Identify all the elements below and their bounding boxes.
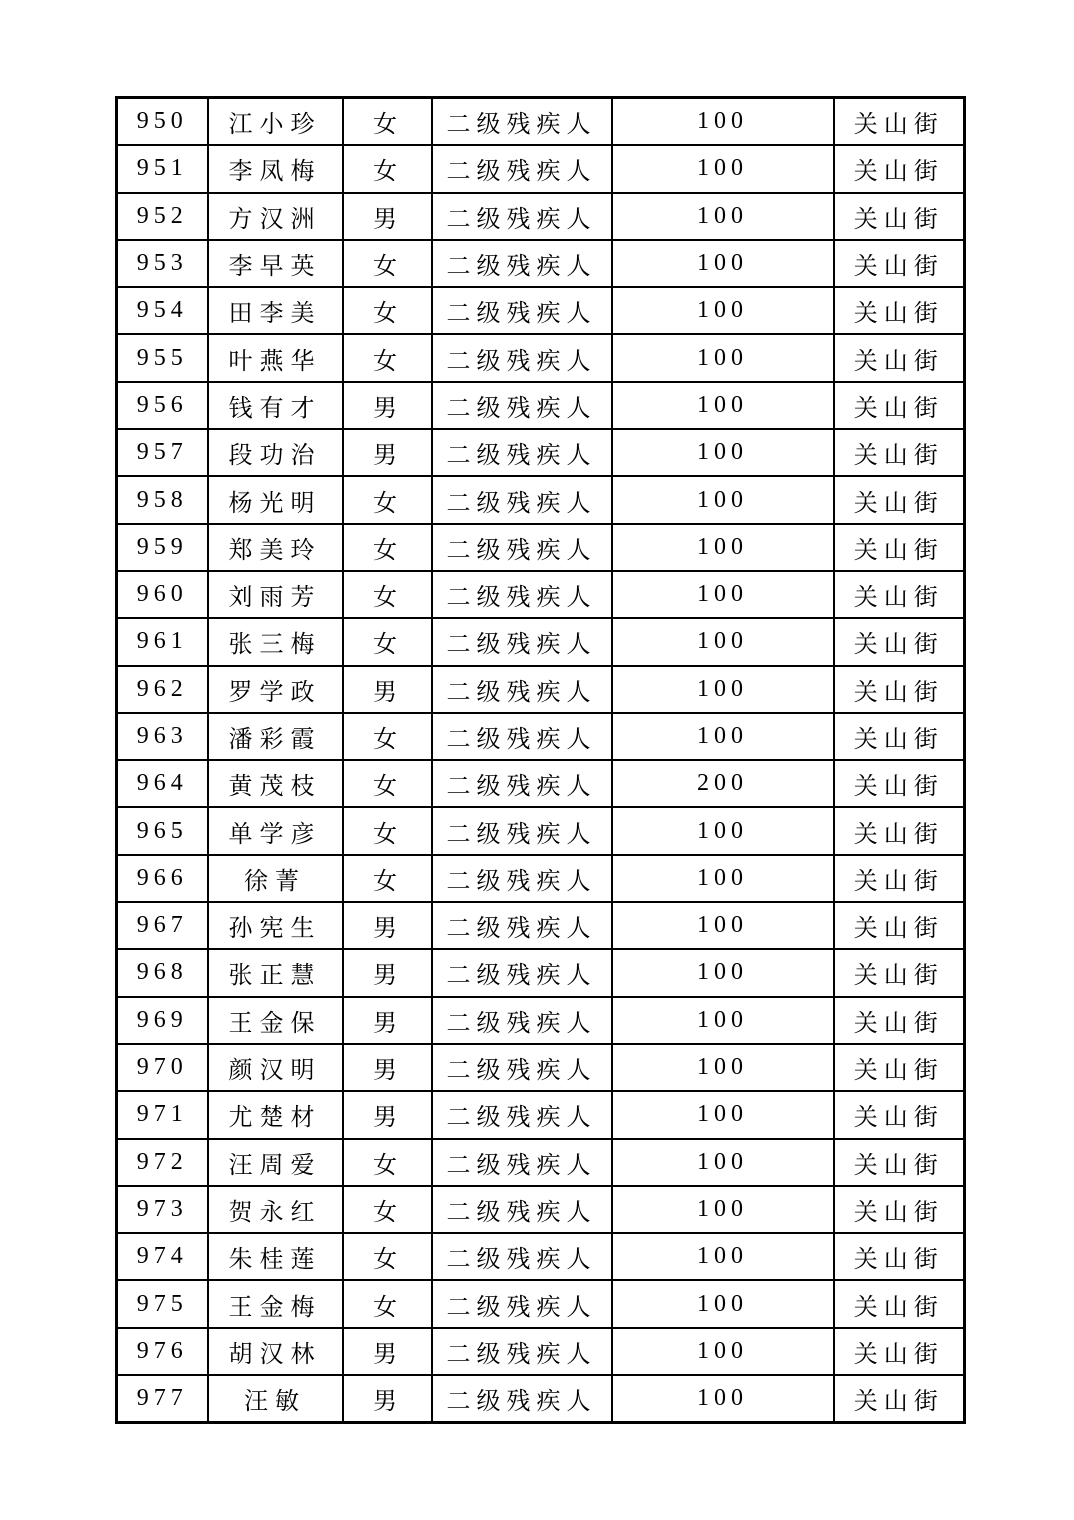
cell-name: 张三梅: [208, 618, 343, 665]
table-row: [117, 1091, 965, 1138]
table-row: [117, 618, 965, 665]
cell-amount: 100: [612, 1233, 834, 1280]
cell-name: 刘雨芳: [208, 571, 343, 618]
cell-amount: 100: [612, 1186, 834, 1233]
cell-name: 张正慧: [208, 949, 343, 996]
cell-category: 二级残疾人: [432, 949, 612, 996]
cell-amount: 100: [612, 1091, 834, 1138]
cell-amount: 100: [612, 287, 834, 334]
cell-name: 潘彩霞: [208, 713, 343, 760]
cell-amount: 100: [612, 855, 834, 902]
cell-street: 关山街: [834, 618, 965, 665]
cell-amount: 100: [612, 1044, 834, 1091]
cell-street: 关山街: [834, 476, 965, 523]
cell-gender: 女: [343, 240, 432, 287]
cell-category: 二级残疾人: [432, 1139, 612, 1186]
cell-category: 二级残疾人: [432, 476, 612, 523]
cell-serial: 975: [117, 1280, 208, 1327]
table-row: [117, 1328, 965, 1375]
table-row: [117, 1375, 965, 1423]
cell-category: 二级残疾人: [432, 807, 612, 854]
cell-serial: 977: [117, 1375, 208, 1423]
table-row: [117, 287, 965, 334]
cell-gender: 男: [343, 193, 432, 240]
cell-name: 胡汉林: [208, 1328, 343, 1375]
cell-amount: 100: [612, 571, 834, 618]
cell-amount: 100: [612, 997, 834, 1044]
table-row: [117, 666, 965, 713]
cell-category: 二级残疾人: [432, 618, 612, 665]
cell-category: 二级残疾人: [432, 902, 612, 949]
cell-gender: 男: [343, 997, 432, 1044]
cell-gender: 女: [343, 476, 432, 523]
cell-gender: 女: [343, 618, 432, 665]
table-row: [117, 382, 965, 429]
cell-gender: 女: [343, 855, 432, 902]
cell-name: 黄茂枝: [208, 760, 343, 807]
cell-category: 二级残疾人: [432, 240, 612, 287]
cell-category: 二级残疾人: [432, 571, 612, 618]
table-row: [117, 193, 965, 240]
cell-serial: 961: [117, 618, 208, 665]
cell-serial: 971: [117, 1091, 208, 1138]
cell-amount: 100: [612, 1375, 834, 1423]
cell-gender: 女: [343, 98, 432, 146]
cell-serial: 954: [117, 287, 208, 334]
cell-gender: 女: [343, 287, 432, 334]
cell-street: 关山街: [834, 382, 965, 429]
cell-serial: 972: [117, 1139, 208, 1186]
cell-street: 关山街: [834, 1139, 965, 1186]
cell-amount: 100: [612, 476, 834, 523]
cell-name: 方汉洲: [208, 193, 343, 240]
cell-category: 二级残疾人: [432, 287, 612, 334]
cell-serial: 959: [117, 524, 208, 571]
cell-amount: 100: [612, 524, 834, 571]
cell-name: 汪敏: [208, 1375, 343, 1423]
cell-name: 贺永红: [208, 1186, 343, 1233]
cell-amount: 100: [612, 949, 834, 996]
cell-name: 李早英: [208, 240, 343, 287]
cell-name: 朱桂莲: [208, 1233, 343, 1280]
table-row: [117, 1233, 965, 1280]
cell-street: 关山街: [834, 855, 965, 902]
cell-amount: 100: [612, 382, 834, 429]
cell-serial: 960: [117, 571, 208, 618]
table-row: [117, 902, 965, 949]
cell-gender: 男: [343, 902, 432, 949]
cell-gender: 男: [343, 1328, 432, 1375]
cell-gender: 男: [343, 1375, 432, 1423]
cell-serial: 963: [117, 713, 208, 760]
cell-category: 二级残疾人: [432, 1280, 612, 1327]
cell-street: 关山街: [834, 760, 965, 807]
cell-serial: 953: [117, 240, 208, 287]
cell-category: 二级残疾人: [432, 1375, 612, 1423]
cell-name: 段功治: [208, 429, 343, 476]
cell-gender: 女: [343, 1186, 432, 1233]
cell-amount: 200: [612, 760, 834, 807]
cell-gender: 女: [343, 334, 432, 381]
cell-amount: 100: [612, 334, 834, 381]
cell-serial: 952: [117, 193, 208, 240]
cell-name: 颜汉明: [208, 1044, 343, 1091]
table-row: [117, 1139, 965, 1186]
cell-name: 王金保: [208, 997, 343, 1044]
cell-serial: 965: [117, 807, 208, 854]
cell-category: 二级残疾人: [432, 98, 612, 146]
cell-gender: 女: [343, 1280, 432, 1327]
cell-gender: 男: [343, 382, 432, 429]
cell-street: 关山街: [834, 997, 965, 1044]
cell-amount: 100: [612, 713, 834, 760]
cell-serial: 976: [117, 1328, 208, 1375]
cell-name: 杨光明: [208, 476, 343, 523]
cell-amount: 100: [612, 618, 834, 665]
table-row: [117, 1186, 965, 1233]
cell-street: 关山街: [834, 807, 965, 854]
cell-category: 二级残疾人: [432, 193, 612, 240]
cell-amount: 100: [612, 98, 834, 146]
cell-street: 关山街: [834, 1280, 965, 1327]
table-row: [117, 997, 965, 1044]
cell-street: 关山街: [834, 240, 965, 287]
cell-serial: 970: [117, 1044, 208, 1091]
cell-category: 二级残疾人: [432, 1233, 612, 1280]
cell-name: 罗学政: [208, 666, 343, 713]
cell-name: 郑美玲: [208, 524, 343, 571]
cell-serial: 966: [117, 855, 208, 902]
cell-gender: 女: [343, 760, 432, 807]
cell-amount: 100: [612, 240, 834, 287]
cell-street: 关山街: [834, 429, 965, 476]
cell-gender: 女: [343, 713, 432, 760]
cell-gender: 女: [343, 524, 432, 571]
cell-street: 关山街: [834, 1091, 965, 1138]
cell-street: 关山街: [834, 193, 965, 240]
cell-serial: 950: [117, 98, 208, 146]
table-row: [117, 1280, 965, 1327]
cell-amount: 100: [612, 902, 834, 949]
cell-street: 关山街: [834, 713, 965, 760]
cell-gender: 女: [343, 1139, 432, 1186]
cell-gender: 女: [343, 571, 432, 618]
cell-street: 关山街: [834, 145, 965, 192]
cell-category: 二级残疾人: [432, 334, 612, 381]
cell-serial: 955: [117, 334, 208, 381]
cell-serial: 969: [117, 997, 208, 1044]
cell-category: 二级残疾人: [432, 855, 612, 902]
cell-name: 叶燕华: [208, 334, 343, 381]
cell-amount: 100: [612, 666, 834, 713]
cell-amount: 100: [612, 1328, 834, 1375]
cell-street: 关山街: [834, 524, 965, 571]
cell-category: 二级残疾人: [432, 666, 612, 713]
cell-category: 二级残疾人: [432, 713, 612, 760]
cell-street: 关山街: [834, 1233, 965, 1280]
cell-serial: 968: [117, 949, 208, 996]
cell-amount: 100: [612, 1280, 834, 1327]
cell-category: 二级残疾人: [432, 997, 612, 1044]
cell-street: 关山街: [834, 287, 965, 334]
cell-serial: 964: [117, 760, 208, 807]
cell-category: 二级残疾人: [432, 1091, 612, 1138]
subsidy-roster-body: [117, 98, 965, 1423]
cell-serial: 962: [117, 666, 208, 713]
subsidy-roster-table: [115, 96, 966, 1424]
cell-name: 徐菁: [208, 855, 343, 902]
cell-name: 江小珍: [208, 98, 343, 146]
cell-serial: 967: [117, 902, 208, 949]
cell-serial: 956: [117, 382, 208, 429]
cell-gender: 男: [343, 1091, 432, 1138]
table-row: [117, 476, 965, 523]
table-row: [117, 429, 965, 476]
cell-serial: 974: [117, 1233, 208, 1280]
cell-serial: 957: [117, 429, 208, 476]
cell-street: 关山街: [834, 1186, 965, 1233]
cell-category: 二级残疾人: [432, 1328, 612, 1375]
cell-category: 二级残疾人: [432, 1186, 612, 1233]
table-row: [117, 240, 965, 287]
cell-amount: 100: [612, 193, 834, 240]
cell-gender: 男: [343, 666, 432, 713]
cell-category: 二级残疾人: [432, 429, 612, 476]
cell-name: 王金梅: [208, 1280, 343, 1327]
cell-category: 二级残疾人: [432, 145, 612, 192]
cell-street: 关山街: [834, 571, 965, 618]
table-row: [117, 949, 965, 996]
cell-street: 关山街: [834, 334, 965, 381]
cell-gender: 男: [343, 949, 432, 996]
table-row: [117, 524, 965, 571]
table-row: [117, 98, 965, 146]
cell-category: 二级残疾人: [432, 524, 612, 571]
cell-name: 尤楚材: [208, 1091, 343, 1138]
cell-amount: 100: [612, 1139, 834, 1186]
cell-street: 关山街: [834, 902, 965, 949]
cell-gender: 女: [343, 1233, 432, 1280]
cell-gender: 男: [343, 429, 432, 476]
cell-name: 汪周爱: [208, 1139, 343, 1186]
table-row: [117, 1044, 965, 1091]
cell-name: 田李美: [208, 287, 343, 334]
cell-street: 关山街: [834, 666, 965, 713]
table-row: [117, 760, 965, 807]
table-row: [117, 571, 965, 618]
cell-street: 关山街: [834, 1044, 965, 1091]
cell-gender: 女: [343, 807, 432, 854]
cell-category: 二级残疾人: [432, 1044, 612, 1091]
cell-amount: 100: [612, 807, 834, 854]
table-row: [117, 713, 965, 760]
cell-name: 李凤梅: [208, 145, 343, 192]
cell-serial: 951: [117, 145, 208, 192]
cell-street: 关山街: [834, 949, 965, 996]
table-row: [117, 807, 965, 854]
cell-category: 二级残疾人: [432, 382, 612, 429]
cell-gender: 男: [343, 1044, 432, 1091]
cell-gender: 女: [343, 145, 432, 192]
cell-serial: 958: [117, 476, 208, 523]
cell-street: 关山街: [834, 98, 965, 146]
cell-serial: 973: [117, 1186, 208, 1233]
cell-category: 二级残疾人: [432, 760, 612, 807]
cell-name: 孙宪生: [208, 902, 343, 949]
cell-name: 钱有才: [208, 382, 343, 429]
cell-amount: 100: [612, 145, 834, 192]
cell-name: 单学彦: [208, 807, 343, 854]
table-row: [117, 145, 965, 192]
table-row: [117, 334, 965, 381]
table-row: [117, 855, 965, 902]
cell-amount: 100: [612, 429, 834, 476]
cell-street: 关山街: [834, 1328, 965, 1375]
cell-street: 关山街: [834, 1375, 965, 1423]
